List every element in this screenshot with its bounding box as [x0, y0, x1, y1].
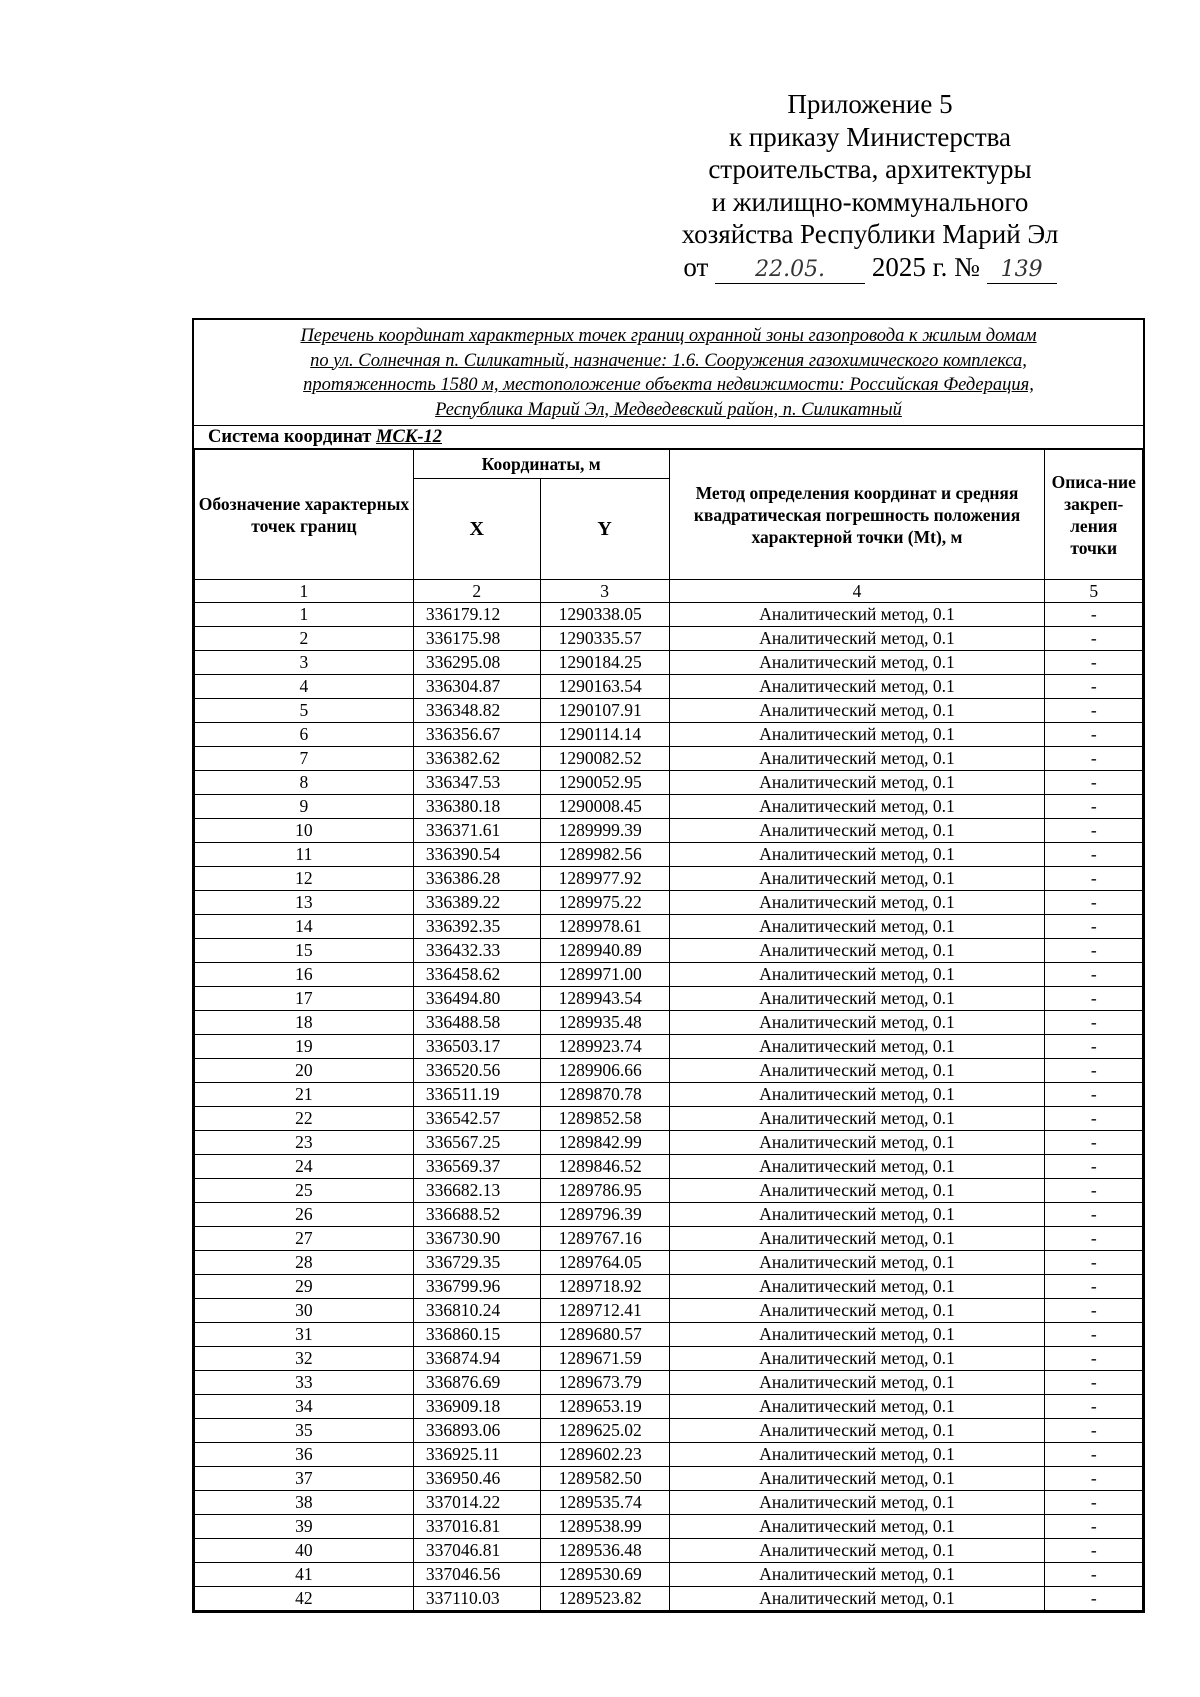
description-cell: - [1045, 1563, 1143, 1587]
caption-line: Перечень координат характерных точек границ охранной зоны газопровода к жилым домам [300, 326, 1037, 346]
appendix-header [640, 88, 1100, 284]
point-number-cell: 6 [195, 723, 414, 747]
point-number-cell: 42 [195, 1587, 414, 1611]
point-number-cell: 14 [195, 915, 414, 939]
table-caption [194, 320, 1143, 426]
method-cell: Аналитический метод, 0.1 [669, 1203, 1045, 1227]
table-row [195, 1347, 1143, 1371]
method-cell: Аналитический метод, 0.1 [669, 723, 1045, 747]
method-cell: Аналитический метод, 0.1 [669, 1155, 1045, 1179]
table-row [195, 795, 1143, 819]
x-coordinate-cell: 336874.94 [413, 1347, 540, 1371]
header-method: Метод определения координат и средняя квадратическая погрешность положения характерной точки (Mt), м [669, 450, 1045, 580]
point-number-cell: 40 [195, 1539, 414, 1563]
description-cell: - [1045, 915, 1143, 939]
x-coordinate-cell: 336371.61 [413, 819, 540, 843]
table-row [195, 1251, 1143, 1275]
table-row [195, 1011, 1143, 1035]
description-cell: - [1045, 843, 1143, 867]
description-cell: - [1045, 795, 1143, 819]
x-coordinate-cell: 337016.81 [413, 1515, 540, 1539]
x-coordinate-cell: 336348.82 [413, 699, 540, 723]
table-row [195, 603, 1143, 627]
point-number-cell: 16 [195, 963, 414, 987]
column-number: 2 [413, 580, 540, 603]
x-coordinate-cell: 336511.19 [413, 1083, 540, 1107]
table-row [195, 1323, 1143, 1347]
point-number-cell: 25 [195, 1179, 414, 1203]
x-coordinate-cell: 336347.53 [413, 771, 540, 795]
table-row [195, 1491, 1143, 1515]
x-coordinate-cell: 336458.62 [413, 963, 540, 987]
x-coordinate-cell: 336304.87 [413, 675, 540, 699]
description-cell: - [1045, 627, 1143, 651]
point-number-cell: 22 [195, 1107, 414, 1131]
description-cell: - [1045, 1443, 1143, 1467]
point-number-cell: 23 [195, 1131, 414, 1155]
description-cell: - [1045, 1371, 1143, 1395]
table-row [195, 1587, 1143, 1611]
method-cell: Аналитический метод, 0.1 [669, 1419, 1045, 1443]
table-row [195, 963, 1143, 987]
table-row [195, 1371, 1143, 1395]
table-row [195, 651, 1143, 675]
table-body [195, 603, 1143, 1611]
table-row [195, 1539, 1143, 1563]
table-row [195, 1395, 1143, 1419]
method-cell: Аналитический метод, 0.1 [669, 1587, 1045, 1611]
x-coordinate-cell: 336909.18 [413, 1395, 540, 1419]
description-cell: - [1045, 1107, 1143, 1131]
point-number-cell: 26 [195, 1203, 414, 1227]
x-coordinate-cell: 336682.13 [413, 1179, 540, 1203]
description-cell: - [1045, 819, 1143, 843]
x-coordinate-cell: 336925.11 [413, 1443, 540, 1467]
y-coordinate-cell: 1289582.50 [540, 1467, 669, 1491]
table-row [195, 1275, 1143, 1299]
y-coordinate-cell: 1289943.54 [540, 987, 669, 1011]
table-row [195, 939, 1143, 963]
point-number-cell: 10 [195, 819, 414, 843]
x-coordinate-cell: 336503.17 [413, 1035, 540, 1059]
y-coordinate-cell: 1290163.54 [540, 675, 669, 699]
point-number-cell: 19 [195, 1035, 414, 1059]
description-cell: - [1045, 867, 1143, 891]
description-cell: - [1045, 1299, 1143, 1323]
x-coordinate-cell: 336175.98 [413, 627, 540, 651]
method-cell: Аналитический метод, 0.1 [669, 1515, 1045, 1539]
point-number-cell: 32 [195, 1347, 414, 1371]
description-cell: - [1045, 1155, 1143, 1179]
y-coordinate-cell: 1290107.91 [540, 699, 669, 723]
method-cell: Аналитический метод, 0.1 [669, 1299, 1045, 1323]
y-coordinate-cell: 1289999.39 [540, 819, 669, 843]
description-cell: - [1045, 1275, 1143, 1299]
point-number-cell: 7 [195, 747, 414, 771]
description-cell: - [1045, 939, 1143, 963]
x-coordinate-cell: 336380.18 [413, 795, 540, 819]
point-number-cell: 33 [195, 1371, 414, 1395]
x-coordinate-cell: 336356.67 [413, 723, 540, 747]
column-number: 5 [1045, 580, 1143, 603]
y-coordinate-cell: 1289935.48 [540, 1011, 669, 1035]
description-cell: - [1045, 699, 1143, 723]
description-cell: - [1045, 771, 1143, 795]
caption-line: Республика Марий Эл, Медведевский район, п. Силикатный [435, 399, 902, 420]
method-cell: Аналитический метод, 0.1 [669, 1275, 1045, 1299]
method-cell: Аналитический метод, 0.1 [669, 1443, 1045, 1467]
x-coordinate-cell: 336876.69 [413, 1371, 540, 1395]
appendix-line: хозяйства Республики Марий Эл [681, 219, 1059, 249]
method-cell: Аналитический метод, 0.1 [669, 1563, 1045, 1587]
point-number-cell: 24 [195, 1155, 414, 1179]
point-number-cell: 4 [195, 675, 414, 699]
point-number-cell: 17 [195, 987, 414, 1011]
coordinate-system-label: Система координат [208, 427, 372, 447]
x-coordinate-cell: 336390.54 [413, 843, 540, 867]
x-coordinate-cell: 337014.22 [413, 1491, 540, 1515]
y-coordinate-cell: 1289786.95 [540, 1179, 669, 1203]
x-coordinate-cell: 336810.24 [413, 1299, 540, 1323]
method-cell: Аналитический метод, 0.1 [669, 1131, 1045, 1155]
x-coordinate-cell: 336179.12 [413, 603, 540, 627]
coordinate-system-value: МСК-12 [376, 427, 442, 447]
header-y: Y [540, 479, 669, 580]
point-number-cell: 20 [195, 1059, 414, 1083]
table-row [195, 1515, 1143, 1539]
appendix-line: и жилищно-коммунального [711, 186, 1029, 217]
description-cell: - [1045, 651, 1143, 675]
x-coordinate-cell: 337046.81 [413, 1539, 540, 1563]
point-number-cell: 3 [195, 651, 414, 675]
x-coordinate-cell: 336893.06 [413, 1419, 540, 1443]
description-cell: - [1045, 1083, 1143, 1107]
table-row [195, 1203, 1143, 1227]
table-row [195, 771, 1143, 795]
point-number-cell: 30 [195, 1299, 414, 1323]
y-coordinate-cell: 1289978.61 [540, 915, 669, 939]
description-cell: - [1045, 891, 1143, 915]
table-row [195, 747, 1143, 771]
x-coordinate-cell: 336389.22 [413, 891, 540, 915]
description-cell: - [1045, 1419, 1143, 1443]
table-row [195, 675, 1143, 699]
caption-line: протяженность 1580 м, местоположение объекта недвижимости: Российская Федерация, [303, 375, 1034, 395]
method-cell: Аналитический метод, 0.1 [669, 1347, 1045, 1371]
table-row [195, 819, 1143, 843]
point-number-cell: 21 [195, 1083, 414, 1107]
y-coordinate-cell: 1289982.56 [540, 843, 669, 867]
x-coordinate-cell: 337046.56 [413, 1563, 540, 1587]
method-cell: Аналитический метод, 0.1 [669, 1107, 1045, 1131]
method-cell: Аналитический метод, 0.1 [669, 1059, 1045, 1083]
description-cell: - [1045, 1323, 1143, 1347]
point-number-cell: 15 [195, 939, 414, 963]
x-coordinate-cell: 336729.35 [413, 1251, 540, 1275]
y-coordinate-cell: 1289530.69 [540, 1563, 669, 1587]
y-coordinate-cell: 1289767.16 [540, 1227, 669, 1251]
y-coordinate-cell: 1289625.02 [540, 1419, 669, 1443]
table-row [195, 891, 1143, 915]
method-cell: Аналитический метод, 0.1 [669, 891, 1045, 915]
method-cell: Аналитический метод, 0.1 [669, 1179, 1045, 1203]
x-coordinate-cell: 336730.90 [413, 1227, 540, 1251]
appendix-title: Приложение 5 [787, 89, 953, 119]
method-cell: Аналитический метод, 0.1 [669, 987, 1045, 1011]
method-cell: Аналитический метод, 0.1 [669, 627, 1045, 651]
description-cell: - [1045, 1539, 1143, 1563]
description-cell: - [1045, 1467, 1143, 1491]
y-coordinate-cell: 1289523.82 [540, 1587, 669, 1611]
point-number-cell: 18 [195, 1011, 414, 1035]
x-coordinate-cell: 336520.56 [413, 1059, 540, 1083]
y-coordinate-cell: 1289538.99 [540, 1515, 669, 1539]
table-row [195, 723, 1143, 747]
table-row [195, 1227, 1143, 1251]
table-row [195, 1563, 1143, 1587]
x-coordinate-cell: 336386.28 [413, 867, 540, 891]
point-number-cell: 5 [195, 699, 414, 723]
method-cell: Аналитический метод, 0.1 [669, 699, 1045, 723]
description-cell: - [1045, 1131, 1143, 1155]
point-number-cell: 2 [195, 627, 414, 651]
y-coordinate-cell: 1289671.59 [540, 1347, 669, 1371]
coordinates-table [194, 449, 1143, 1611]
point-number-cell: 35 [195, 1419, 414, 1443]
y-coordinate-cell: 1289764.05 [540, 1251, 669, 1275]
method-cell: Аналитический метод, 0.1 [669, 1011, 1045, 1035]
method-cell: Аналитический метод, 0.1 [669, 819, 1045, 843]
caption-line: по ул. Солнечная п. Силикатный, назначение: 1.6. Сооружения газохимического комплекса, [310, 350, 1027, 371]
description-cell: - [1045, 1491, 1143, 1515]
description-cell: - [1045, 1011, 1143, 1035]
description-cell: - [1045, 747, 1143, 771]
table-row [195, 1467, 1143, 1491]
column-number: 3 [540, 580, 669, 603]
column-number: 4 [669, 580, 1045, 603]
y-coordinate-cell: 1289712.41 [540, 1299, 669, 1323]
point-number-cell: 39 [195, 1515, 414, 1539]
y-coordinate-cell: 1289673.79 [540, 1371, 669, 1395]
table-row [195, 867, 1143, 891]
order-date-line [640, 251, 1100, 284]
point-number-cell: 27 [195, 1227, 414, 1251]
description-cell: - [1045, 1347, 1143, 1371]
year-number-label: 2025 г. № [871, 251, 980, 282]
y-coordinate-cell: 1289536.48 [540, 1539, 669, 1563]
point-number-cell: 9 [195, 795, 414, 819]
x-coordinate-cell: 336488.58 [413, 1011, 540, 1035]
y-coordinate-cell: 1290335.57 [540, 627, 669, 651]
x-coordinate-cell: 336432.33 [413, 939, 540, 963]
method-cell: Аналитический метод, 0.1 [669, 651, 1045, 675]
table-row [195, 1035, 1143, 1059]
y-coordinate-cell: 1289906.66 [540, 1059, 669, 1083]
y-coordinate-cell: 1289846.52 [540, 1155, 669, 1179]
point-number-cell: 36 [195, 1443, 414, 1467]
coordinates-document [192, 318, 1145, 1613]
method-cell: Аналитический метод, 0.1 [669, 675, 1045, 699]
method-cell: Аналитический метод, 0.1 [669, 867, 1045, 891]
table-row [195, 1443, 1143, 1467]
method-cell: Аналитический метод, 0.1 [669, 771, 1045, 795]
x-coordinate-cell: 336950.46 [413, 1467, 540, 1491]
y-coordinate-cell: 1289718.92 [540, 1275, 669, 1299]
point-number-cell: 37 [195, 1467, 414, 1491]
y-coordinate-cell: 1289977.92 [540, 867, 669, 891]
y-coordinate-cell: 1289653.19 [540, 1395, 669, 1419]
method-cell: Аналитический метод, 0.1 [669, 915, 1045, 939]
handwritten-order-number: 139 [987, 257, 1057, 284]
method-cell: Аналитический метод, 0.1 [669, 603, 1045, 627]
x-coordinate-cell: 336860.15 [413, 1323, 540, 1347]
table-row [195, 1419, 1143, 1443]
description-cell: - [1045, 1179, 1143, 1203]
header-point: Обозначение характерных точек границ [195, 450, 414, 580]
point-number-cell: 34 [195, 1395, 414, 1419]
y-coordinate-cell: 1289870.78 [540, 1083, 669, 1107]
y-coordinate-cell: 1289971.00 [540, 963, 669, 987]
table-row [195, 1179, 1143, 1203]
table-row [195, 1107, 1143, 1131]
table-row [195, 627, 1143, 651]
y-coordinate-cell: 1289842.99 [540, 1131, 669, 1155]
method-cell: Аналитический метод, 0.1 [669, 1371, 1045, 1395]
x-coordinate-cell: 336567.25 [413, 1131, 540, 1155]
x-coordinate-cell: 336392.35 [413, 915, 540, 939]
method-cell: Аналитический метод, 0.1 [669, 1323, 1045, 1347]
table-row [195, 699, 1143, 723]
point-number-cell: 41 [195, 1563, 414, 1587]
description-cell: - [1045, 1587, 1143, 1611]
table-row [195, 1299, 1143, 1323]
x-coordinate-cell: 336295.08 [413, 651, 540, 675]
description-cell: - [1045, 1251, 1143, 1275]
description-cell: - [1045, 987, 1143, 1011]
y-coordinate-cell: 1290082.52 [540, 747, 669, 771]
appendix-line: к приказу Министерства [728, 121, 1012, 152]
y-coordinate-cell: 1290114.14 [540, 723, 669, 747]
table-row [195, 1131, 1143, 1155]
point-number-cell: 31 [195, 1323, 414, 1347]
header-x: X [413, 479, 540, 580]
table-row [195, 843, 1143, 867]
table-row [195, 1083, 1143, 1107]
x-coordinate-cell: 336542.57 [413, 1107, 540, 1131]
description-cell: - [1045, 1059, 1143, 1083]
description-cell: - [1045, 1035, 1143, 1059]
y-coordinate-cell: 1289535.74 [540, 1491, 669, 1515]
point-number-cell: 38 [195, 1491, 414, 1515]
y-coordinate-cell: 1289796.39 [540, 1203, 669, 1227]
x-coordinate-cell: 337110.03 [413, 1587, 540, 1611]
x-coordinate-cell: 336799.96 [413, 1275, 540, 1299]
method-cell: Аналитический метод, 0.1 [669, 1251, 1045, 1275]
description-cell: - [1045, 1395, 1143, 1419]
y-coordinate-cell: 1289923.74 [540, 1035, 669, 1059]
x-coordinate-cell: 336382.62 [413, 747, 540, 771]
y-coordinate-cell: 1290184.25 [540, 651, 669, 675]
point-number-cell: 28 [195, 1251, 414, 1275]
description-cell: - [1045, 1227, 1143, 1251]
method-cell: Аналитический метод, 0.1 [669, 939, 1045, 963]
description-cell: - [1045, 1203, 1143, 1227]
column-number-row [195, 580, 1143, 603]
method-cell: Аналитический метод, 0.1 [669, 1467, 1045, 1491]
date-prefix: от [683, 251, 709, 282]
method-cell: Аналитический метод, 0.1 [669, 1083, 1045, 1107]
method-cell: Аналитический метод, 0.1 [669, 1539, 1045, 1563]
description-cell: - [1045, 723, 1143, 747]
description-cell: - [1045, 963, 1143, 987]
y-coordinate-cell: 1289940.89 [540, 939, 669, 963]
method-cell: Аналитический метод, 0.1 [669, 1395, 1045, 1419]
description-cell: - [1045, 675, 1143, 699]
method-cell: Аналитический метод, 0.1 [669, 843, 1045, 867]
coordinate-system-row [194, 426, 1143, 449]
description-cell: - [1045, 1515, 1143, 1539]
column-number: 1 [195, 580, 414, 603]
y-coordinate-cell: 1289602.23 [540, 1443, 669, 1467]
table-row [195, 987, 1143, 1011]
method-cell: Аналитический метод, 0.1 [669, 795, 1045, 819]
x-coordinate-cell: 336494.80 [413, 987, 540, 1011]
table-row [195, 1155, 1143, 1179]
handwritten-date: 22.05. [715, 257, 865, 284]
method-cell: Аналитический метод, 0.1 [669, 1491, 1045, 1515]
x-coordinate-cell: 336688.52 [413, 1203, 540, 1227]
point-number-cell: 11 [195, 843, 414, 867]
x-coordinate-cell: 336569.37 [413, 1155, 540, 1179]
method-cell: Аналитический метод, 0.1 [669, 1035, 1045, 1059]
table-row [195, 915, 1143, 939]
method-cell: Аналитический метод, 0.1 [669, 747, 1045, 771]
point-number-cell: 13 [195, 891, 414, 915]
point-number-cell: 1 [195, 603, 414, 627]
point-number-cell: 29 [195, 1275, 414, 1299]
header-coordinates: Координаты, м [413, 450, 669, 479]
table-row [195, 1059, 1143, 1083]
y-coordinate-cell: 1290052.95 [540, 771, 669, 795]
y-coordinate-cell: 1290008.45 [540, 795, 669, 819]
y-coordinate-cell: 1290338.05 [540, 603, 669, 627]
y-coordinate-cell: 1289852.58 [540, 1107, 669, 1131]
y-coordinate-cell: 1289680.57 [540, 1323, 669, 1347]
method-cell: Аналитический метод, 0.1 [669, 963, 1045, 987]
method-cell: Аналитический метод, 0.1 [669, 1227, 1045, 1251]
header-description: Описа-ние закреп-ления точки [1045, 450, 1143, 580]
point-number-cell: 12 [195, 867, 414, 891]
appendix-line: строительства, архитектуры [708, 154, 1032, 184]
point-number-cell: 8 [195, 771, 414, 795]
y-coordinate-cell: 1289975.22 [540, 891, 669, 915]
description-cell: - [1045, 603, 1143, 627]
